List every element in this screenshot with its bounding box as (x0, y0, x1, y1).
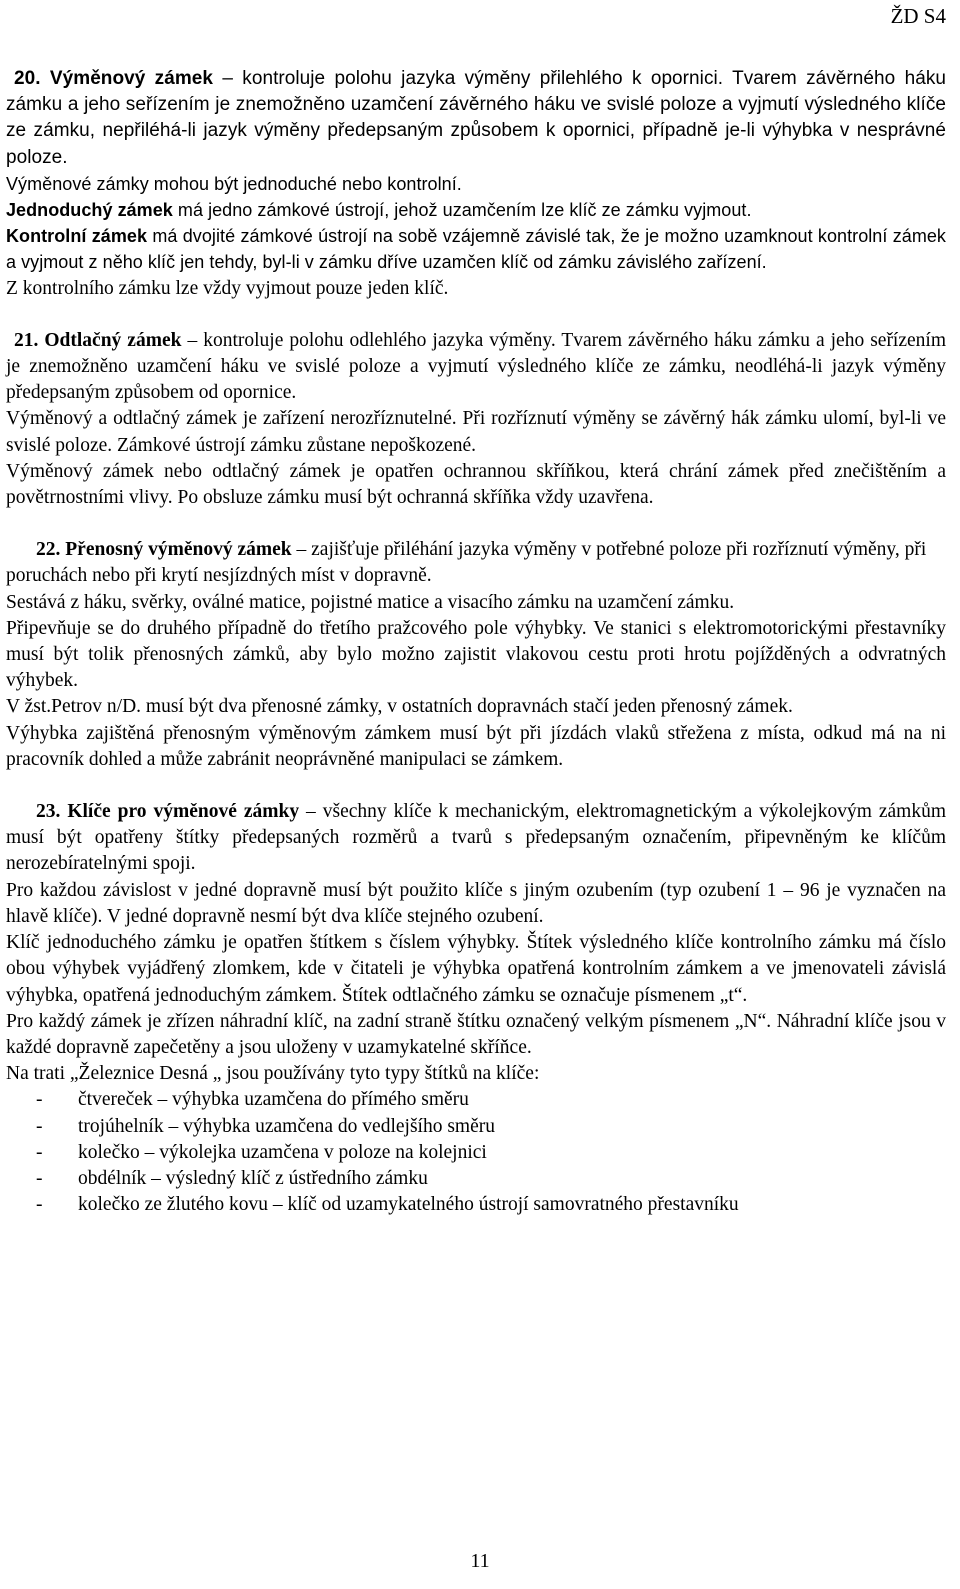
list-dash: - (36, 1141, 43, 1163)
section-23-intro-text: – všechny klíče k mechanickým, elektromagnetickým a výkolejkovým zámkům musí být opatřeny štítky předepsaných rozměrů a tvarů s předepsaným označením, připevněným ke klíčům nerozebíratelnými spoji. (6, 801, 946, 875)
list-dash: - (36, 1167, 43, 1189)
section-22-intro (6, 537, 946, 589)
list-item-text: kolečko ze žlutého kovu – klíč od uzamykatelného ústrojí samovratného přestavníku (78, 1194, 739, 1216)
section-20-p2: Výměnové zámky mohou být jednoduché nebo kontrolní. (6, 173, 462, 194)
document-code: ŽD S4 (890, 4, 946, 28)
section-21-p2: Výměnový a odtlačný zámek je zařízení nerozříznutelné. Při rozříznutí výměny se závěrný hák zámku ulomí, byl-li ve svislé poloze. Zámkové ústrojí zámku zůstane nepoškozené. (6, 408, 946, 456)
list-dash: - (36, 1115, 43, 1137)
section-20-p4-text: má dvojité zámkové ústrojí na sobě vzájemně závislé tak, že je možno uzamknout kontrolní zámek a vyjmout z něho klíč jen tehdy, byl-li v zámku dříve uzamčen klíč od zámku závislého zařízení. (6, 226, 946, 273)
section-20-title: Výměnový zámek (49, 68, 214, 89)
section-21-title: Odtlačný zámek (44, 329, 182, 351)
section-23-p4: Pro každý zámek je zřízen náhradní klíč, na zadní straně štítku označený velkým písmenem „N“. Náhradní klíče jsou v každé dopravně zapečetěny a jsou uloženy v uzamykatelné skříňce. (6, 1010, 946, 1058)
list-dash: - (36, 1089, 43, 1111)
list-item (6, 1114, 946, 1140)
section-23-title: Klíče pro výměnové zámky (67, 801, 300, 823)
section-22-title: Přenosný výměnový zámek (65, 539, 292, 561)
list-item-text: trojúhelník – výhybka uzamčena do vedlejšího směru (78, 1115, 495, 1137)
section-23-intro (6, 799, 946, 878)
section-20-p3-bold: Jednoduchý zámek (6, 200, 173, 221)
section-21-p3: Výměnový zámek nebo odtlačný zámek je opatřen ochrannou skříňkou, která chrání zámek před znečištěním a povětrnostními vlivy. Po obsluze zámku musí být ochranná skříňka vždy uzavřena. (6, 460, 946, 509)
list-dash: - (36, 1194, 43, 1216)
section-20-p5: Z kontrolního zámku lze vždy vyjmout pouze jeden klíč. (6, 277, 449, 299)
section-20-intro (6, 66, 946, 171)
list-item-text: čtvereček – výhybka uzamčena do přímého směru (78, 1089, 469, 1111)
page-number: 11 (470, 1550, 490, 1572)
document-body (6, 66, 946, 1218)
section-20-p3 (6, 197, 946, 223)
section-22-number: 22. (36, 539, 61, 561)
section-22-p4: V žst.Petrov n/D. musí být dva přenosné zámky, v ostatních dopravnách stačí jeden přenosný zámek. (6, 696, 793, 718)
section-23-number: 23. (36, 801, 61, 823)
section-21-intro (6, 328, 946, 407)
list-item-text: kolečko – výkolejka uzamčena v poloze na kolejnici (78, 1141, 487, 1163)
section-22-p5: Výhybka zajištěná přenosným výměnovým zámkem musí být při jízdách vlaků střežena z místa, odkud má na ni pracovník dohled a může zabránit neoprávněné manipulaci se zámkem. (6, 722, 946, 770)
spacer (6, 302, 946, 328)
section-22-intro-text: – zajišťuje přiléhání jazyka výměny v potřebné poloze při rozříznutí výměny, při poruchách nebo při krytí nesjízdných míst v dopravně. (6, 539, 927, 587)
section-20-p3-text: má jedno zámkové ústrojí, jehož uzamčením lze klíč ze zámku vyjmout. (172, 200, 752, 221)
section-20-p4 (6, 223, 946, 275)
section-20-p4-bold: Kontrolní zámek (6, 226, 148, 247)
list-item (6, 1192, 946, 1218)
list-item (6, 1087, 946, 1113)
list-item (6, 1166, 946, 1192)
list-item-text: obdélník – výsledný klíč z ústředního zámku (78, 1167, 428, 1189)
list-item (6, 1140, 946, 1166)
section-23-p5: Na trati „Železnice Desná „ jsou používány tyto typy štítků na klíče: (6, 1063, 540, 1085)
section-22-p2: Sestává z háku, svěrky, oválné matice, pojistné matice a visacího zámku na uzamčení zámku. (6, 591, 735, 613)
spacer (6, 511, 946, 537)
spacer (6, 773, 946, 799)
section-21-number: 21. (14, 329, 39, 351)
section-22-p3: Připevňuje se do druhého případně do třetího pražcového pole výhybky. Ve stanici s elektromotorickými přestavníky musí být tolik přenosných zámků, aby bylo možno zajistit vlakovou cestu proti hrotu pojížděných a odvratných výhybek. (6, 617, 946, 692)
key-tag-type-list (6, 1087, 946, 1218)
section-23-p3: Klíč jednoduchého zámku je opatřen štítkem s číslem výhybky. Štítek výsledného klíče kontrolního zámku má číslo obou výhybek vyjádřený zlomkem, kde v čitateli je výhybka opatřená kontrolním zámkem a ve jmenovateli závislá výhybka, opatřená jednoduchým zámkem. Štítek odtlačného zámku se označuje písmenem „t“. (6, 932, 946, 1006)
section-23-p2: Pro každou závislost v jedné dopravně musí být použito klíče s jiným ozubením (typ ozubení 1 – 96 je vyznačen na hlavě klíče). V jedné dopravně nesmí být dva klíče stejného ozubení. (6, 879, 946, 927)
section-21-intro-text: – kontroluje polohu odlehlého jazyka výměny. Tvarem závěrného háku zámku a jeho seřízením je znemožněno uzamčení háku ve svislé poloze a vyjmutí výsledného klíče ze zámku, neodléhá-li jazyk výměny předepsaným způsobem od opornice. (6, 329, 946, 404)
section-20-intro-text: – kontroluje polohu jazyka výměny přilehlého k opornici. Tvarem závěrného háku zámku a jeho seřízením je znemožněno uzamčení závěrného háku ve svislé poloze a vyjmutí výsledného klíče ze zámku, nepřiléhá-li jazyk výměny předepsaným způsobem k opornici, případně je-li výhybka v nesprávné poloze. (6, 68, 946, 168)
section-20-number: 20. (14, 68, 41, 89)
